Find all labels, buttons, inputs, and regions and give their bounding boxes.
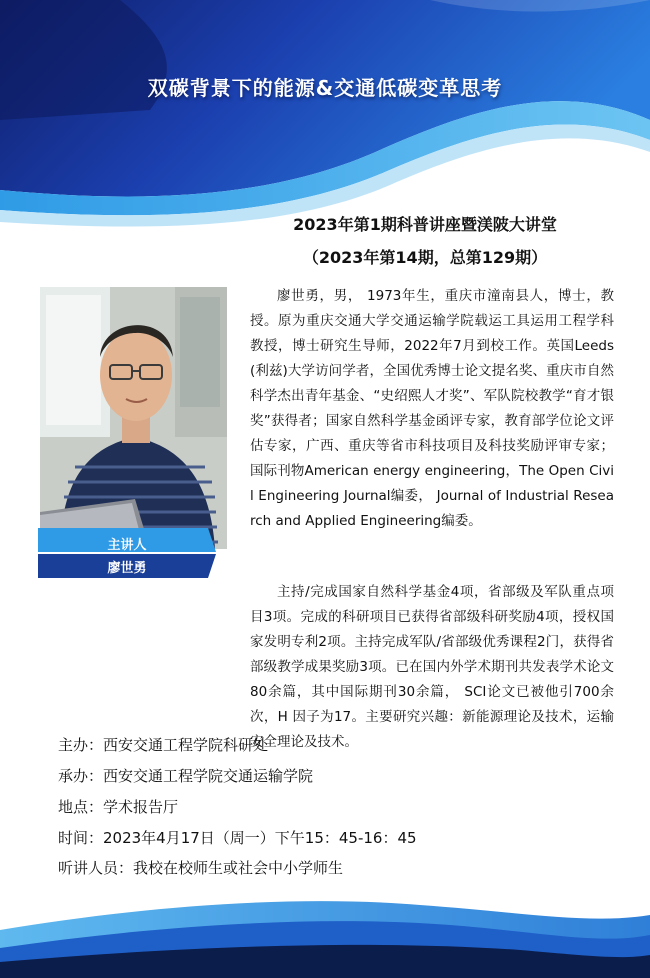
speaker-role-label: 主讲人 [107,538,147,553]
lecture-issue-number: （2023年第14期，总第129期） [302,248,548,267]
speaker-bio-paragraph: 廖世勇，男， 1973年生，重庆市潼南县人，博士，教授。原为重庆交通大学交通运输学院载运工具运用工程学科教授，博士研究生导师，2022年7月到校工作。英国Leeds(利兹)大学访问学者，全国优秀博士论文提名奖、重庆市自然科学杰出青年基金、“史绍熙人才奖”、军队院校教学“育才银奖”获得者；国家自然科学基金函评专家，教育部学位论文评估专家，广西、重庆等省市科技项目及科技奖励评审专家；国际刊物American energy engineering，The Open Civil Engineering Journal编委， Journal of Industrial Research and Applied Engineering编委。 [250,288,614,529]
event-organizer: 承办：西安交通工程学院交通运输学院 [58,767,314,785]
event-host: 主办：西安交通工程学院科研处 [58,736,269,754]
speaker-research-paragraph: 主持/完成国家自然科学基金4项，省部级及军队重点项目3项。完成的科研项目已获得省部级科研奖励4项，授权国家发明专利2项。主持完成军队/省部级优秀课程2门，获得省部级教学成果奖励3项。已在国内外学术期刊共发表学术论文80余篇，其中国际期刊30余篇， SCI论文已被他引700余次，H 因子为17。主要研究兴趣：新能源理论及技术，运输安全理论及技术。 [250,584,614,750]
event-audience: 听讲人员：我校在校师生或社会中小学师生 [58,859,344,877]
speaker-badge [38,528,216,580]
lecture-series-title: 2023年第1期科普讲座暨渼陂大讲堂 [293,215,557,234]
speaker-photo [40,287,227,549]
event-location: 地点：学术报告厅 [58,798,179,816]
poster-title: 双碳背景下的能源&交通低碳变革思考 [147,76,503,100]
speaker-name: 廖世勇 [107,561,147,576]
event-time: 时间：2023年4月17日（周一）下午15：45-16：45 [58,829,417,847]
